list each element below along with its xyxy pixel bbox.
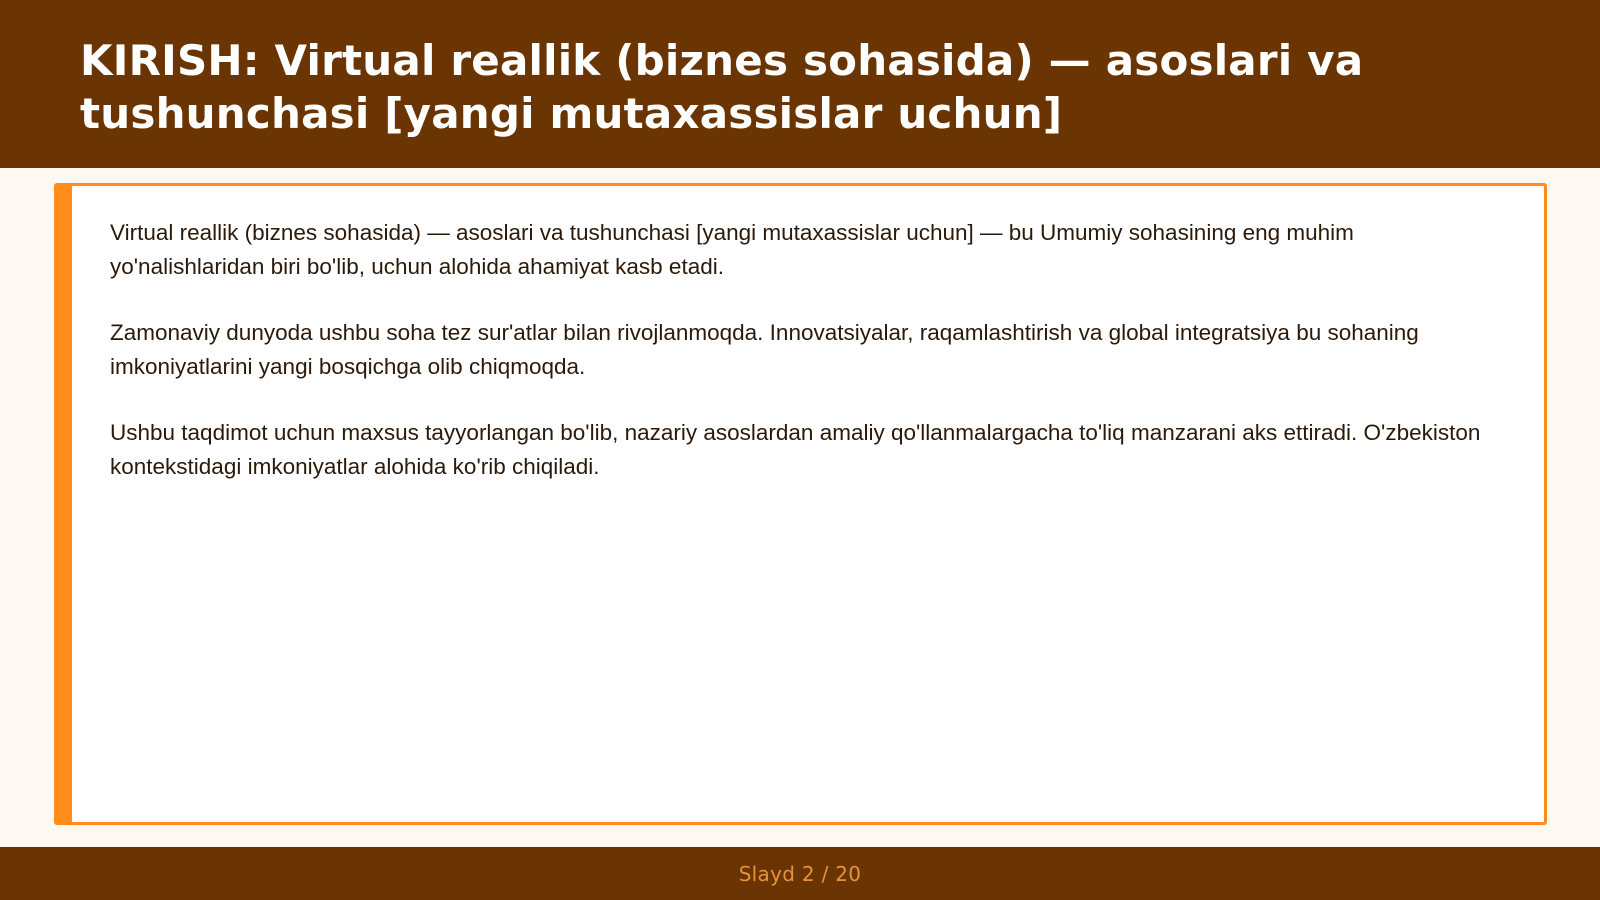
slide-header <box>0 0 1600 168</box>
slide-footer <box>0 847 1600 900</box>
paragraph-modern-world: Zamonaviy dunyoda ushbu soha tez sur'atlar bilan rivojlanmoqda. Innovatsiyalar, raqamlashtirish va global integratsiya bu sohaning imkoniyatlarini yangi bosqichga olib chiqmoqda. <box>110 320 1419 379</box>
paragraph-intro: Virtual reallik (biznes sohasida) — asoslari va tushunchasi [yangi mutaxassislar uchun] — bu Umumiy sohasining eng muhim yo'nalishlaridan biri bo'lib, uchun alohida ahamiyat kasb etadi. <box>110 220 1354 279</box>
slide-counter: Slayd 2 / 20 <box>738 861 862 886</box>
content-card <box>54 183 1547 825</box>
paragraph-presentation-scope: Ushbu taqdimot uchun maxsus tayyorlangan bo'lib, nazariy asoslardan amaliy qo'llanmalargacha to'liq manzarani aks ettiradi. O'zbekiston kontekstidagi imkoniyatlar alohida ko'rib chiqiladi. <box>110 420 1481 479</box>
slide-title: KIRISH: Virtual reallik (biznes sohasida) — asoslari va tushunchasi [yangi mutaxassislar uchun] <box>80 36 1364 138</box>
